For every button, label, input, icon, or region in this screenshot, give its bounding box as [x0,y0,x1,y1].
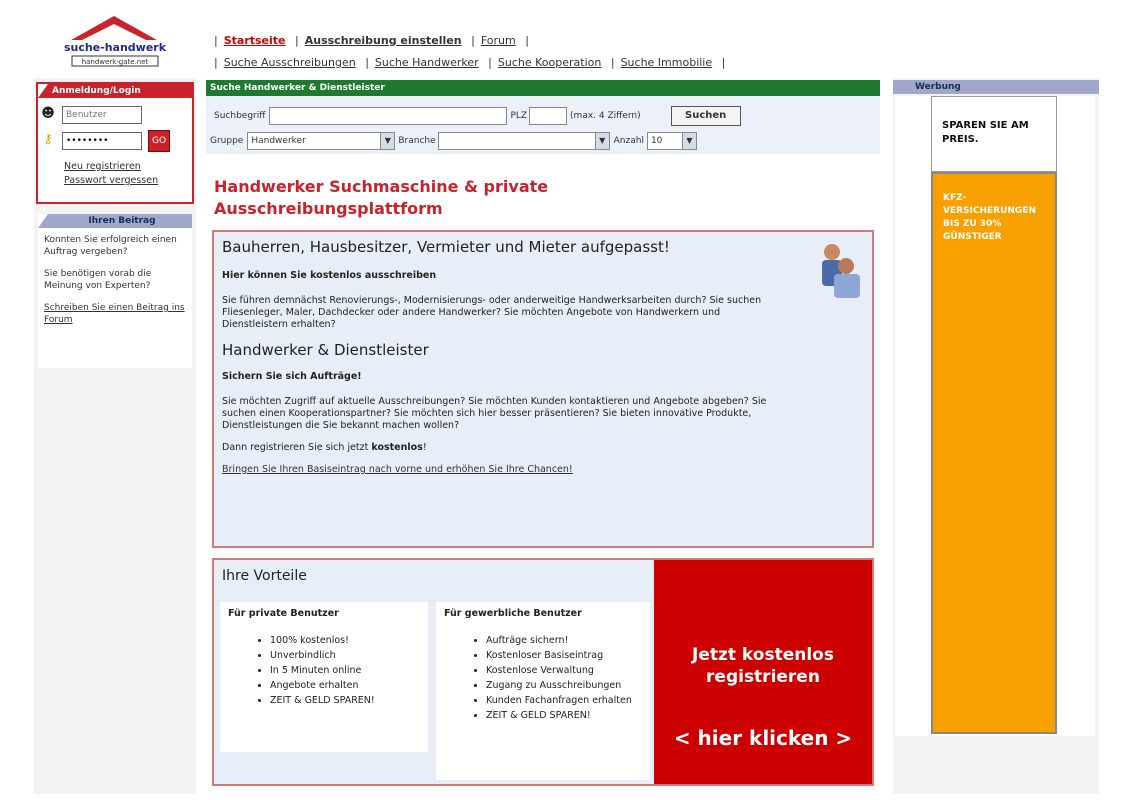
list-item: • ZEIT & GELD SPAREN! [270,695,420,707]
nav-row-1: | Startseite | Ausschreibung einstellen | Forum | [214,34,529,47]
para3-prefix: Dann registrieren Sie sich jetzt [222,442,372,453]
chevron-down-icon: ▼ [595,133,609,149]
list-item: • Kostenloser Basiseintrag [486,650,642,662]
count-select-value: 10 [650,136,663,146]
username-row [40,106,142,124]
search-button[interactable]: Suchen [671,106,741,126]
info-box [212,230,874,548]
user-icon: ☻ [41,106,55,121]
password-input[interactable] [62,132,142,150]
login-title: Anmeldung/Login [38,84,192,98]
private-users-title: Für private Benutzer [228,608,339,619]
ad-banner[interactable] [895,96,1095,736]
nav-ausschreibung-einstellen[interactable]: Ausschreibung einstellen [304,34,462,47]
keyword-input[interactable] [269,107,507,125]
ad-top-text[interactable]: SPAREN SIE AM PREIS. [931,96,1057,172]
search-panel [206,80,880,154]
left-sidebar [34,78,196,794]
list-item: • Kunden Fachanfragen erhalten [486,695,642,707]
plz-hint: (max. 4 Ziffern) [570,111,641,121]
plz-input[interactable] [529,107,567,125]
list-item: • 100% kostenlos! [270,635,420,647]
list-item: • ZEIT & GELD SPAREN! [486,710,642,722]
group-select[interactable] [247,132,395,150]
info-subheading-2: Sichern Sie sich Aufträge! [222,371,362,382]
branch-select[interactable] [438,132,610,150]
forum-post-link[interactable]: Schreiben Sie einen Beitrag ins Forum [44,303,185,325]
register-free-button[interactable] [654,560,872,784]
nav-forum[interactable]: Forum [480,34,516,47]
nav-suche-immobilie[interactable]: Suche Immobilie [620,56,713,69]
vorteile-title: Ihre Vorteile [222,568,307,584]
info-subheading-1: Hier können Sie kostenlos ausschreiben [222,270,437,281]
info-paragraph-2: Sie möchten Zugriff auf aktuelle Ausschreibungen? Sie möchten Kunden kontaktieren und Angebote abgeben? Sie suchen einen Kooperationspartner? Sie möchten sich hier besser präsentieren? Sie bieten innovative Produkte, Dienstleistungen die Sie bekannt machen wollen? [222,396,767,431]
main-content [206,160,880,794]
list-item: • Unverbindlich [270,650,420,662]
beitrag-title: Ihren Beitrag [38,214,192,228]
business-users-column [436,602,650,780]
ad-label: Werbung [915,82,961,92]
page-title: Handwerker Suchmaschine & private Ausschreibungsplattform [214,177,549,218]
info-heading-2: Handwerker & Dienstleister [222,341,429,359]
chevron-down-icon: ▼ [380,133,394,149]
ad-label-bar [893,80,1099,94]
keyword-label: Suchbegriff [214,111,266,121]
nav-row-2: | Suche Ausschreibungen | Suche Handwerker | Suche Kooperation | Suche Immobilie | [214,56,726,69]
list-item: • Zugang zu Ausschreibungen [486,680,642,692]
count-select[interactable] [647,132,697,150]
register-line-1: Jetzt kostenlos registrieren [692,645,834,687]
ad-orange-text[interactable]: KFZ-VERSICHERUNGEN BIS ZU 30% GÜNSTIGER [931,172,1057,734]
login-links [64,160,158,188]
password-row [40,130,170,152]
para3-suffix: ! [422,442,427,453]
beitrag-text-2: Sie benötigen vorab die Meinung von Experten? [44,269,152,291]
login-box [36,82,194,204]
vorteile-box [212,558,874,786]
private-users-column [220,602,428,752]
list-item: • Kostenlose Verwaltung [486,665,642,677]
basiseintrag-link[interactable]: Bringen Sie Ihren Basiseintrag nach vorne und erhöhen Sie Ihre Chancen! [222,464,573,475]
para3-bold: kostenlos [371,442,423,453]
branch-label: Branche [398,136,436,146]
info-heading-1: Bauherren, Hausbesitzer, Vermieter und Mieter aufgepasst! [222,238,670,256]
list-item: • Angebote erhalten [270,680,420,692]
right-sidebar [893,78,1099,794]
forgot-password-link[interactable]: Passwort vergessen [64,175,159,186]
business-users-title: Für gewerbliche Benutzer [444,608,582,619]
info-paragraph-3 [222,442,782,454]
info-paragraph-1: Sie führen demnächst Renovierungs-, Modernisierungs- oder anderweitige Handwerksarbeiten durch? Sie suchen Fliesenleger, Maler, Dachdecker oder andere Handwerker? Sie möchten Angebote von Handwerkern und Dienstleistern erhalten? [222,295,762,330]
key-icon: ⚷ [43,132,53,147]
search-panel-title: Suche Handwerker & Dienstleister [206,80,880,96]
plz-label: PLZ [510,111,528,121]
people-photo [812,238,864,300]
count-label: Anzahl [613,136,644,146]
username-input[interactable] [62,106,142,124]
list-item: • Aufträge sichern! [486,635,642,647]
register-line-2: < hier klicken > [673,726,853,750]
nav-startseite[interactable]: Startseite [223,34,286,47]
top-navigation [208,30,731,74]
nav-suche-kooperation[interactable]: Suche Kooperation [497,56,602,69]
site-logo[interactable] [42,14,187,70]
beitrag-box [38,214,192,368]
register-link[interactable]: Neu registrieren [64,161,141,172]
chevron-down-icon: ▼ [682,133,696,149]
group-select-value: Handwerker [251,136,306,146]
beitrag-text-1: Konnten Sie erfolgreich einen Auftrag vergeben? [44,235,177,257]
logo-text: suche-handwerk [63,41,167,54]
group-label: Gruppe [210,136,244,146]
logo-domain: handwerk-gate.net [81,58,149,66]
nav-suche-handwerker[interactable]: Suche Handwerker [374,56,479,69]
list-item: • In 5 Minuten online [270,665,420,677]
go-button[interactable]: GO [148,130,170,152]
nav-suche-ausschreibungen[interactable]: Suche Ausschreibungen [223,56,356,69]
